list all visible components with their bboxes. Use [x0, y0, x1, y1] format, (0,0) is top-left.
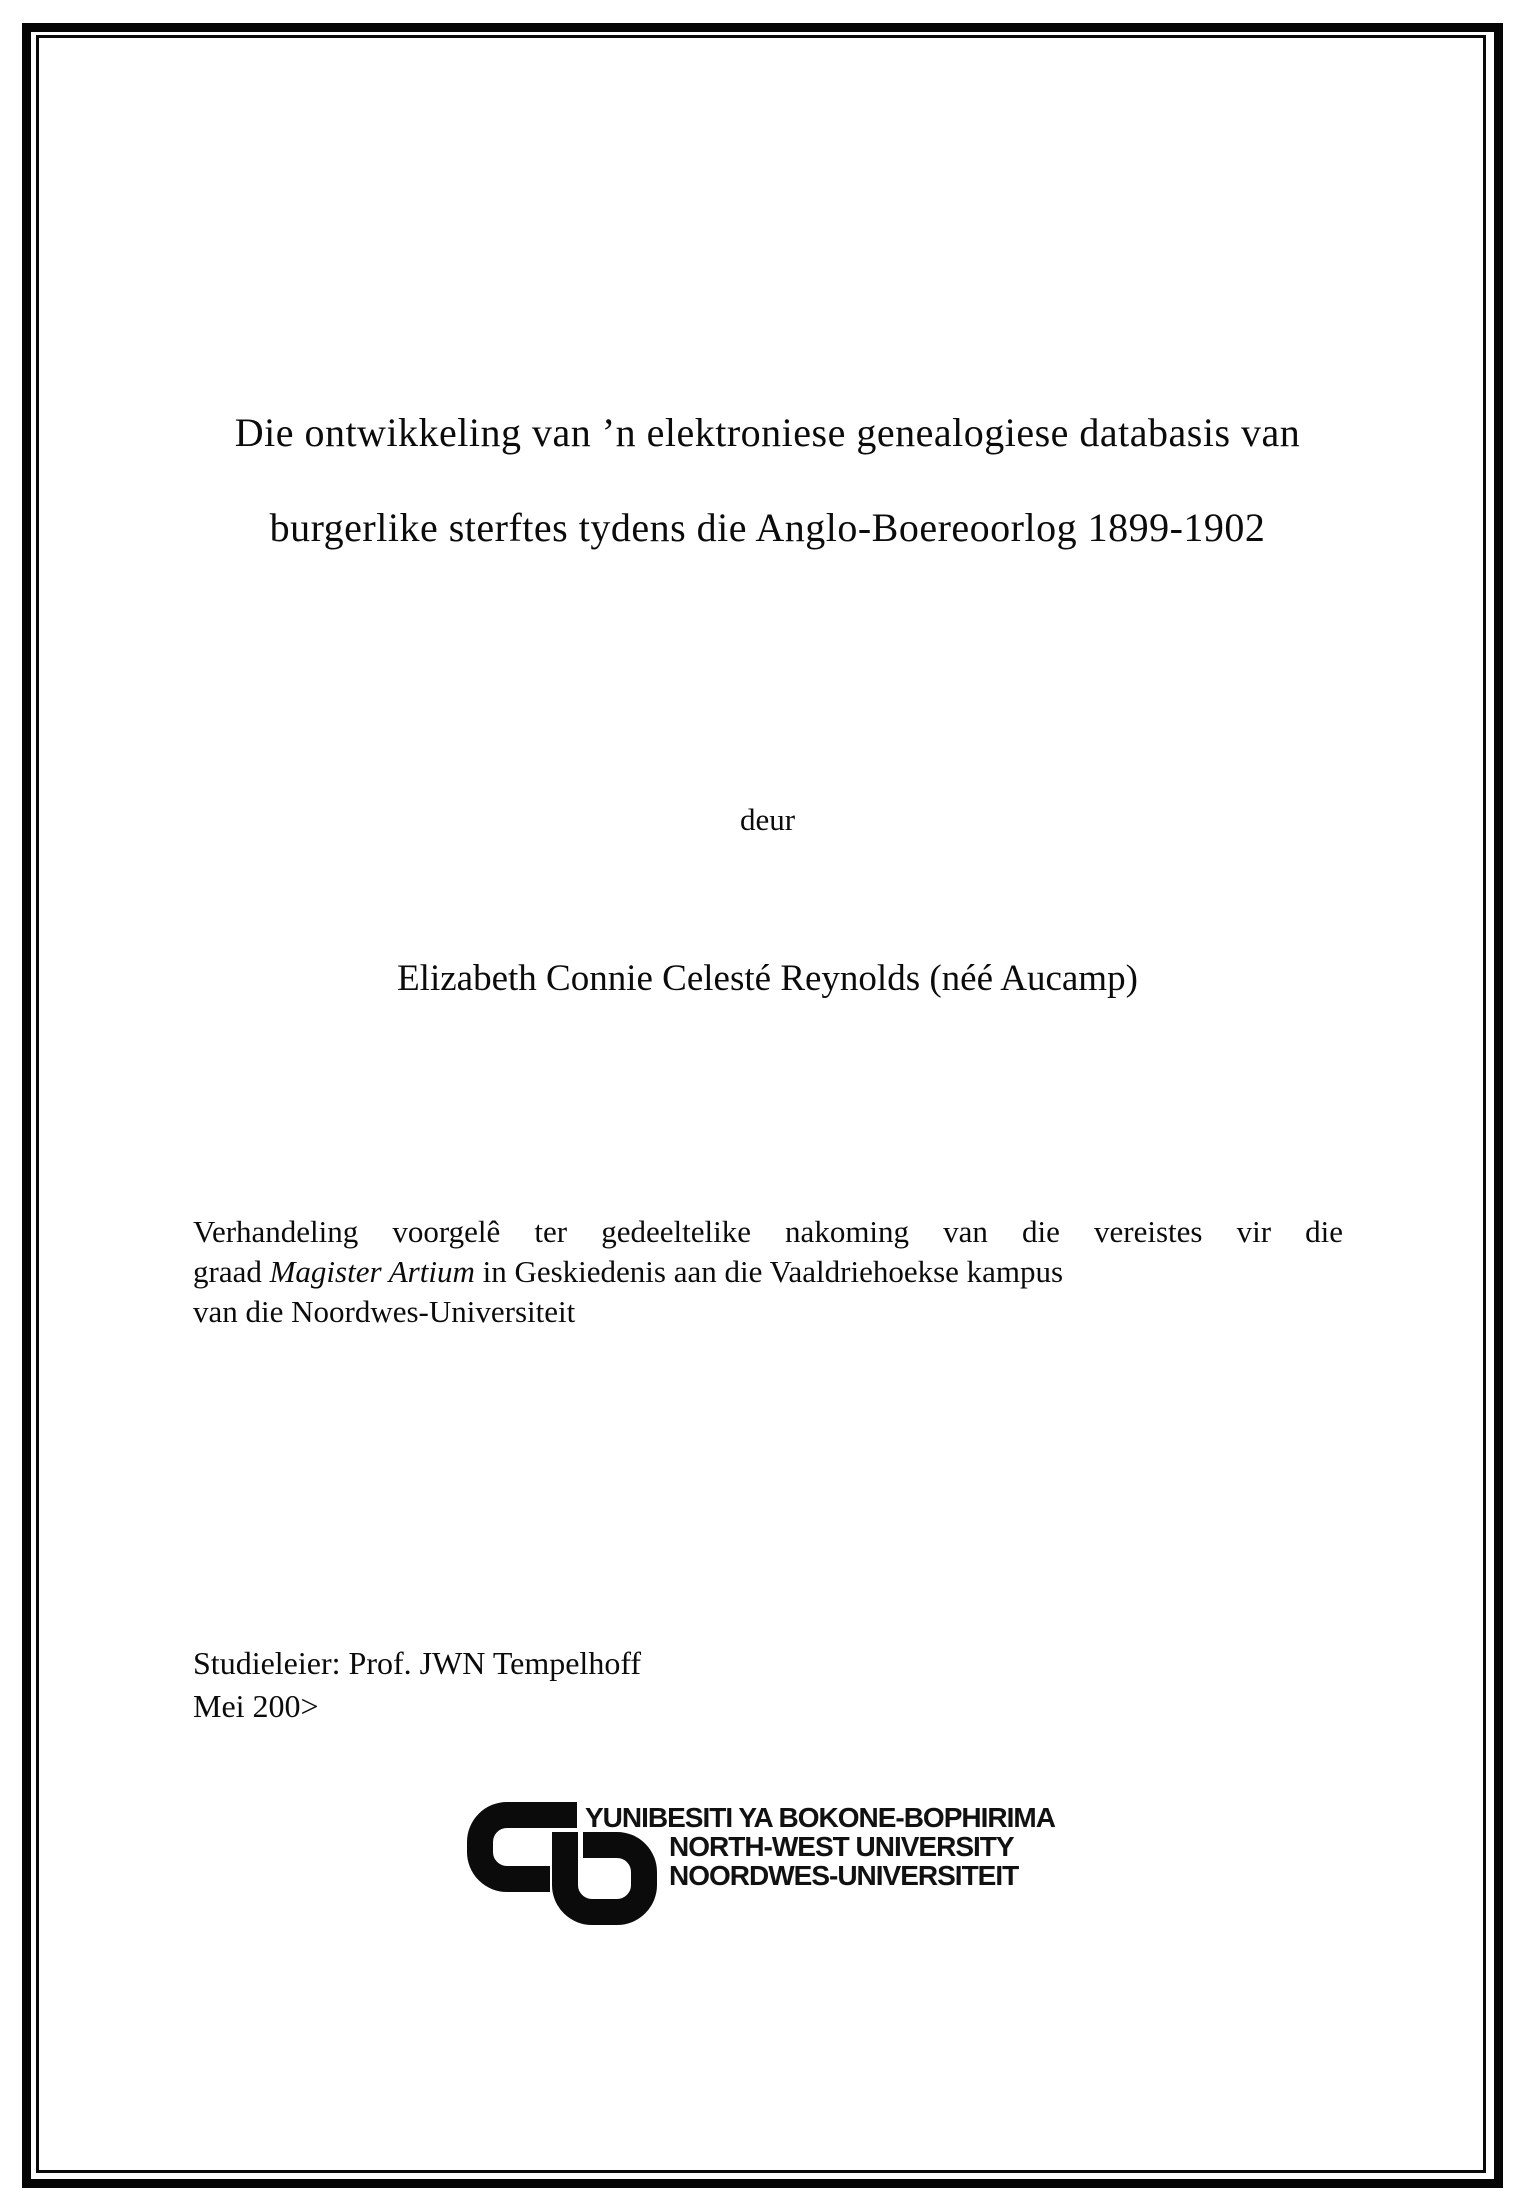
supervisor-line: Studieleier: Prof. JWN Tempelhoff — [193, 1645, 642, 1681]
degree-name-italic: Magister Artium — [269, 1254, 475, 1289]
nwu-logo-wordmark — [585, 1803, 1085, 1890]
nwu-logo — [467, 1800, 1107, 1935]
degree-statement — [193, 1212, 1343, 1332]
nwu-name-english: NORTH-WEST UNIVERSITY — [669, 1831, 1014, 1862]
byline-deur: deur — [739, 802, 796, 837]
degree-statement-line2-suffix: in Geskiedenis aan die Vaaldriehoekse kampus — [474, 1254, 1064, 1289]
supervisor-block — [193, 1642, 1093, 1728]
degree-statement-line3: van die Noordwes-Universiteit — [193, 1294, 576, 1329]
thesis-title-line1: Die ontwikkeling van ’n elektroniese genealogiese databasis van — [234, 410, 1301, 455]
thesis-title — [185, 385, 1350, 575]
thesis-title-line2: burgerlike sterftes tydens die Anglo-Boereoorlog 1899-1902 — [269, 505, 1266, 550]
nwu-name-setswana: YUNIBESITI YA BOKONE-BOPHIRIMA — [585, 1802, 1055, 1833]
date-line: Mei 200> — [193, 1688, 319, 1724]
degree-statement-line2-prefix: graad — [193, 1254, 270, 1289]
degree-statement-line1: Verhandeling voorgelê ter gedeeltelike nakoming van die vereistes vir die — [193, 1214, 1343, 1249]
nwu-name-afrikaans: NOORDWES-UNIVERSITEIT — [669, 1860, 1019, 1891]
degree-statement-line2 — [193, 1252, 1343, 1292]
author-name: Elizabeth Connie Celesté Reynolds (néé Aucamp) — [397, 958, 1138, 999]
